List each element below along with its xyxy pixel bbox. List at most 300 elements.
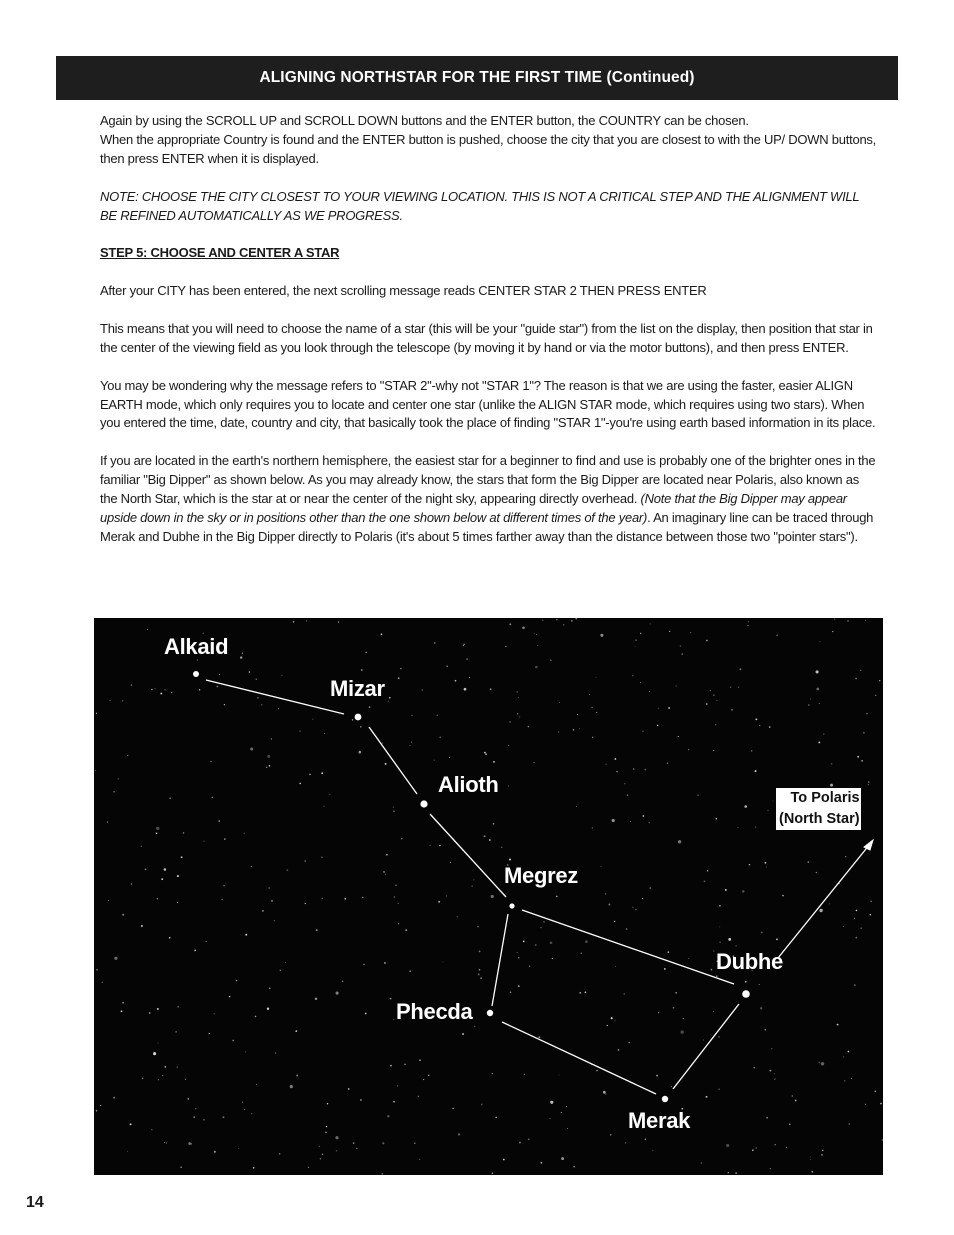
background-star — [577, 714, 578, 715]
background-star — [185, 1079, 186, 1080]
background-star — [575, 618, 577, 620]
background-star — [860, 927, 862, 929]
background-star — [457, 916, 458, 917]
background-star — [816, 670, 819, 673]
background-star — [466, 658, 468, 660]
background-star — [401, 838, 402, 839]
background-star — [177, 902, 178, 903]
background-star — [518, 957, 520, 959]
background-star — [579, 728, 580, 729]
background-star — [563, 624, 565, 626]
background-star — [458, 1133, 460, 1135]
background-star — [535, 666, 538, 669]
background-star — [411, 715, 412, 716]
background-star — [680, 645, 682, 647]
after-city-paragraph: After your CITY has been entered, the next scrolling message reads CENTER STAR 2 THEN PRESS ENTER — [100, 283, 707, 299]
background-star — [739, 668, 741, 670]
background-star — [810, 1157, 811, 1158]
background-star — [819, 909, 822, 912]
background-star — [160, 693, 162, 695]
background-star — [419, 1159, 420, 1160]
background-star — [879, 680, 880, 681]
background-star — [180, 1167, 181, 1168]
background-star — [669, 631, 670, 632]
background-star — [832, 631, 833, 632]
background-star — [518, 697, 519, 698]
background-star — [715, 724, 716, 725]
label-alkaid: Alkaid — [164, 634, 229, 659]
background-star — [464, 688, 467, 691]
background-star — [122, 914, 124, 916]
background-star — [400, 668, 401, 669]
background-star — [428, 1075, 429, 1076]
background-star — [765, 1029, 766, 1030]
background-star — [558, 1074, 559, 1075]
background-star — [612, 819, 615, 822]
background-star — [642, 898, 643, 899]
background-star — [643, 731, 644, 732]
background-star — [319, 1146, 320, 1147]
background-star — [245, 934, 247, 936]
background-star — [493, 823, 495, 825]
background-star — [438, 901, 440, 903]
background-star — [324, 806, 325, 807]
step-title: STEP 5: CHOOSE AND CENTER A STAR — [100, 245, 340, 261]
background-star — [658, 1012, 659, 1013]
background-star — [164, 689, 165, 690]
background-star — [556, 896, 558, 898]
big-dipper-paragraph — [100, 452, 878, 547]
background-star — [121, 1010, 123, 1012]
background-star — [707, 870, 708, 871]
background-star — [558, 732, 559, 733]
background-star — [753, 1067, 755, 1069]
background-star — [322, 898, 323, 899]
background-star — [385, 763, 387, 765]
background-star — [439, 845, 440, 846]
big-dipper-star-map — [94, 618, 883, 1175]
background-star — [256, 1084, 257, 1085]
background-star — [100, 1105, 101, 1106]
background-star — [810, 698, 811, 699]
background-star — [550, 660, 551, 661]
line-alkaid-mizar — [206, 680, 344, 714]
background-star — [650, 623, 651, 624]
background-star — [860, 670, 862, 672]
background-star — [434, 642, 436, 644]
background-star — [383, 871, 385, 873]
background-star — [430, 845, 431, 846]
background-star — [363, 964, 364, 965]
background-star — [719, 926, 720, 927]
background-star — [151, 689, 153, 691]
background-star — [279, 1153, 281, 1155]
background-star — [811, 1171, 813, 1173]
background-star — [536, 634, 537, 635]
background-star — [274, 920, 275, 921]
background-star — [865, 620, 866, 621]
background-star — [386, 854, 388, 856]
background-star — [157, 1008, 159, 1010]
background-star — [271, 738, 272, 739]
background-star — [706, 1096, 708, 1098]
background-star — [567, 1128, 568, 1129]
background-star — [321, 856, 323, 858]
background-star — [535, 944, 537, 946]
polaris-label-line1: To Polaris — [790, 790, 860, 806]
background-star — [697, 794, 698, 795]
background-star — [385, 874, 386, 875]
background-star — [523, 941, 525, 943]
background-star — [177, 1006, 179, 1008]
background-star — [316, 929, 318, 931]
background-star — [649, 822, 650, 823]
background-star — [534, 633, 535, 634]
background-star — [286, 869, 288, 871]
background-star — [731, 709, 733, 711]
background-star — [595, 677, 596, 678]
background-star — [868, 781, 870, 783]
background-star — [479, 969, 481, 971]
background-star — [463, 645, 464, 646]
big-dipper-note: (Note that the Big Dipper may appear upside down in the sky or in positions other than the one shown below at different times of the year) — [100, 491, 847, 525]
background-star — [223, 885, 225, 887]
background-star — [576, 806, 577, 807]
background-star — [484, 835, 486, 837]
background-star — [398, 903, 399, 904]
background-star — [255, 678, 256, 679]
background-star — [388, 701, 389, 702]
background-star — [477, 926, 478, 927]
background-star — [769, 726, 770, 727]
background-star — [320, 1158, 321, 1159]
background-star — [393, 1101, 395, 1103]
background-star — [772, 801, 773, 802]
label-mizar: Mizar — [330, 676, 385, 701]
background-star — [199, 689, 200, 690]
background-star — [446, 895, 447, 896]
background-star — [559, 702, 560, 703]
background-star — [718, 1036, 719, 1037]
background-star — [627, 794, 628, 795]
background-star — [269, 765, 271, 767]
background-star — [855, 937, 857, 939]
background-star — [517, 952, 518, 953]
country-text-1: Again by using the SCROLL UP and SCROLL DOWN buttons and the ENTER button, the COUNTRY can be chosen. — [100, 113, 749, 128]
background-star — [585, 992, 587, 994]
background-star — [747, 625, 748, 626]
background-star — [635, 646, 636, 647]
background-star — [843, 926, 844, 927]
background-star — [224, 838, 225, 839]
background-star — [819, 703, 820, 704]
background-star — [369, 706, 371, 708]
background-star — [664, 968, 666, 970]
background-star — [149, 1012, 150, 1013]
background-star — [393, 1019, 395, 1021]
background-star — [360, 726, 361, 727]
background-star — [257, 697, 258, 698]
background-star — [290, 1085, 293, 1088]
background-star — [770, 1070, 772, 1072]
background-star — [360, 1099, 362, 1101]
background-star — [250, 748, 253, 751]
background-star — [455, 680, 457, 682]
background-star — [390, 1065, 392, 1067]
background-star — [326, 1126, 327, 1127]
big-dipper-text-2: . An imaginary line can be traced through Merak and Dubhe in the Big Dipper directly to Polaris (it's about 5 times farther away than the distance between those two "pointer stars"). — [100, 509, 874, 544]
background-star — [760, 1007, 762, 1009]
background-star — [539, 1036, 541, 1038]
background-star — [519, 1142, 521, 1144]
background-star — [147, 629, 148, 630]
background-star — [770, 1168, 771, 1169]
background-star — [171, 692, 172, 693]
background-star — [830, 784, 833, 787]
background-star — [141, 925, 143, 927]
background-star — [658, 708, 659, 709]
background-star — [713, 1011, 714, 1012]
background-star — [437, 715, 438, 716]
background-star — [145, 869, 147, 871]
background-star — [673, 1007, 675, 1009]
background-star — [156, 832, 158, 834]
background-star — [414, 1142, 416, 1144]
background-star — [601, 866, 602, 867]
background-star — [336, 1150, 338, 1152]
background-star — [335, 1136, 338, 1139]
background-star — [177, 875, 179, 877]
background-star — [508, 745, 509, 746]
background-star — [169, 797, 171, 799]
background-star — [516, 691, 518, 693]
background-star — [384, 962, 386, 964]
background-star — [854, 984, 856, 986]
background-star — [348, 1088, 350, 1090]
background-star — [108, 900, 109, 901]
background-star — [719, 905, 721, 907]
background-star — [191, 1143, 192, 1144]
background-star — [409, 745, 410, 746]
background-star — [678, 736, 679, 737]
country-paragraph — [100, 112, 878, 169]
background-star — [875, 695, 876, 696]
background-star — [324, 733, 325, 734]
background-star — [216, 686, 218, 688]
background-star — [389, 697, 391, 699]
background-star — [222, 1116, 224, 1118]
background-star — [644, 769, 646, 771]
background-star — [571, 620, 573, 622]
background-star — [203, 1119, 205, 1121]
background-star — [742, 890, 744, 892]
background-star — [236, 980, 238, 982]
star-merak — [662, 1096, 668, 1102]
background-star — [615, 966, 616, 967]
background-star — [293, 621, 294, 622]
background-star — [362, 897, 363, 898]
background-star — [244, 1109, 245, 1110]
background-star — [819, 641, 820, 642]
background-star — [242, 653, 243, 654]
background-star — [491, 895, 494, 898]
background-star — [759, 725, 760, 726]
background-star — [321, 772, 323, 774]
background-star — [240, 656, 242, 658]
label-alioth: Alioth — [438, 772, 499, 797]
background-star — [718, 1088, 719, 1089]
city-note: NOTE: CHOOSE THE CITY CLOSEST TO YOUR VIEWING LOCATION. THIS IS NOT A CRITICAL STEP AND THE ALIGNMENT WILL BE REFINED AUTOMATICALLY AS WE PROGRESS. — [100, 188, 860, 223]
background-star — [107, 822, 108, 823]
background-star — [821, 1062, 824, 1065]
background-star — [508, 785, 509, 786]
background-star — [818, 1062, 820, 1064]
background-star — [628, 1042, 630, 1044]
background-star — [299, 730, 300, 731]
background-star — [857, 756, 859, 758]
background-star — [387, 1115, 389, 1117]
background-star — [866, 713, 867, 714]
background-star — [561, 1157, 564, 1160]
background-star — [688, 749, 689, 750]
background-star — [681, 1030, 684, 1033]
background-star — [517, 713, 519, 715]
background-star — [295, 1030, 297, 1032]
background-star — [267, 755, 270, 758]
background-star — [681, 653, 683, 655]
background-star — [518, 985, 520, 987]
background-star — [393, 811, 394, 812]
background-star — [304, 860, 305, 861]
background-star — [573, 729, 575, 731]
background-star — [849, 1123, 850, 1124]
background-star — [759, 984, 760, 985]
line-phecda-merak — [502, 1022, 656, 1094]
background-star — [409, 970, 410, 971]
background-star — [188, 1142, 191, 1145]
line-megrez-dubhe — [522, 910, 734, 984]
background-star — [869, 914, 871, 916]
background-star — [142, 1078, 144, 1080]
background-star — [868, 784, 870, 786]
background-star — [616, 771, 617, 772]
label-dubhe: Dubhe — [716, 949, 783, 974]
background-star — [861, 760, 862, 761]
background-star — [114, 957, 117, 960]
background-star — [676, 685, 677, 686]
background-star — [874, 1090, 876, 1092]
background-star — [102, 982, 103, 983]
background-star — [118, 778, 119, 779]
background-star — [271, 900, 273, 902]
background-star — [671, 1086, 672, 1087]
background-star — [398, 677, 400, 679]
background-star — [808, 704, 810, 706]
background-star — [131, 684, 132, 685]
background-star — [774, 1073, 775, 1074]
background-star — [261, 704, 263, 706]
background-star — [421, 689, 423, 691]
country-text-2: When the appropriate Country is found and the ENTER button is pushed, choose the city that you are closest to with the UP/ DOWN buttons, then press ENTER when it is displayed. — [100, 131, 877, 166]
background-star — [452, 1108, 453, 1109]
background-star — [195, 1108, 196, 1109]
background-star — [493, 761, 495, 763]
background-star — [342, 981, 344, 983]
background-star — [395, 885, 396, 886]
line-mizar-alioth — [369, 727, 417, 794]
background-star — [603, 1091, 606, 1094]
background-star — [131, 883, 132, 884]
background-star — [381, 1173, 383, 1175]
background-star — [296, 1075, 298, 1077]
background-star — [649, 887, 651, 889]
background-star — [713, 694, 715, 696]
background-star — [667, 951, 669, 953]
background-star — [503, 1159, 505, 1161]
background-star — [245, 1051, 246, 1052]
background-star — [394, 896, 395, 897]
background-star — [706, 640, 708, 642]
background-star — [267, 1007, 269, 1009]
background-star — [738, 686, 739, 687]
background-star — [851, 1078, 852, 1079]
background-star — [281, 675, 282, 676]
background-star — [249, 671, 251, 673]
background-star — [716, 818, 718, 820]
background-star — [755, 770, 757, 772]
background-star — [608, 904, 610, 906]
line-alioth-megrez — [430, 814, 506, 897]
background-star — [481, 1104, 483, 1106]
background-star — [361, 669, 363, 671]
background-star — [308, 1167, 309, 1168]
background-star — [450, 862, 451, 863]
background-star — [592, 827, 593, 828]
background-star — [579, 992, 581, 994]
background-star — [618, 1049, 620, 1051]
background-star — [865, 1104, 866, 1105]
background-star — [592, 737, 593, 738]
background-star — [122, 1002, 124, 1004]
background-star — [823, 733, 824, 734]
background-star — [537, 645, 538, 646]
background-star — [210, 761, 211, 762]
background-star — [255, 1016, 257, 1018]
background-star — [398, 923, 399, 924]
background-star — [786, 1147, 787, 1148]
background-star — [443, 961, 444, 962]
background-star — [633, 907, 634, 908]
label-merak: Merak — [628, 1108, 691, 1133]
background-star — [774, 1144, 776, 1146]
background-star — [175, 1031, 176, 1032]
background-star — [356, 1148, 357, 1149]
background-star — [462, 1033, 464, 1035]
background-star — [713, 950, 715, 952]
background-star — [232, 1040, 234, 1042]
background-star — [816, 688, 819, 691]
background-star — [113, 791, 115, 793]
background-star — [751, 750, 752, 751]
background-star — [795, 1100, 797, 1102]
background-star — [344, 898, 346, 900]
background-star — [596, 712, 597, 713]
background-star — [656, 1075, 658, 1077]
background-star — [285, 962, 286, 963]
background-star — [540, 927, 541, 928]
background-star — [219, 674, 220, 675]
background-star — [449, 757, 450, 758]
